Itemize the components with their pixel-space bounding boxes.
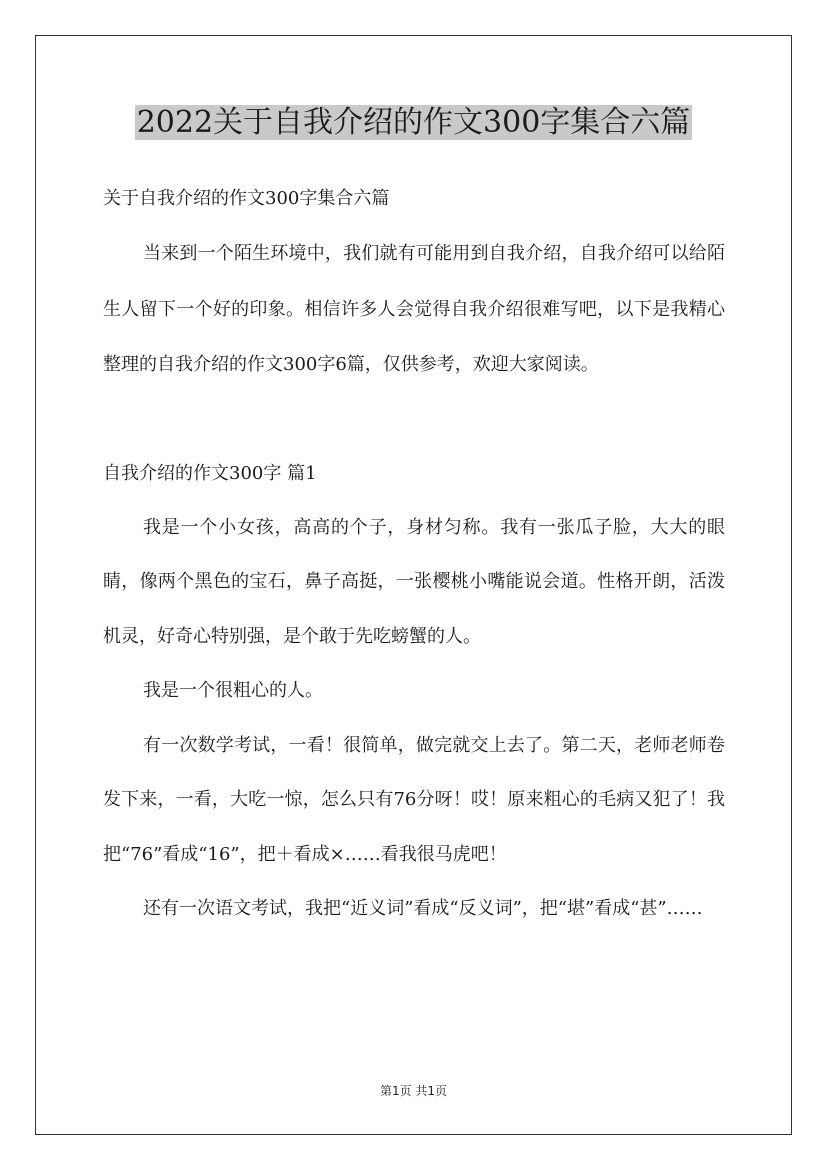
section-heading: 自我介绍的作文300字 篇1: [103, 462, 317, 484]
body-paragraph: 我是一个很粗心的人。: [143, 680, 323, 701]
section-spacer: [103, 393, 725, 447]
page-number-label: 第1页 共1页: [379, 1084, 448, 1098]
body-paragraph: 我是一个小女孩，高高的个子，身材匀称。我有一张瓜子脸，大大的眼睛，像两个黑色的宝石，鼻子高挺，一张樱桃小嘴能说会道。性格开朗，活泼机灵，好奇心特别强，是个敢于先吃螃蟹的人。: [103, 516, 725, 647]
page-footer: [0, 1083, 827, 1099]
body-paragraph: 有一次数学考试，一看！很简单，做完就交上去了。第二天，老师老师卷发下来，一看，大吃一惊，怎么只有76分呀！哎！原来粗心的毛病又犯了！我把“76”看成“16”，把＋看成×……看我很马虎吧！: [103, 734, 725, 865]
body-paragraph: 还有一次语文考试，我把“近义词”看成“反义词”，把“堪”看成“甚”……: [143, 898, 703, 919]
document-body: [103, 172, 725, 937]
intro-paragraph: 当来到一个陌生环境中，我们就有可能用到自我介绍，自我介绍可以给陌生人留下一个好的印象。相信许多人会觉得自我介绍很难写吧，以下是我精心整理的自我介绍的作文300字6篇，仅供参考，欢迎大家阅读。: [103, 243, 725, 375]
document-subtitle: 关于自我介绍的作文300字集合六篇: [103, 188, 390, 209]
document-title: [0, 101, 827, 145]
document-title-text: 2022关于自我介绍的作文300字集合六篇: [136, 105, 691, 140]
